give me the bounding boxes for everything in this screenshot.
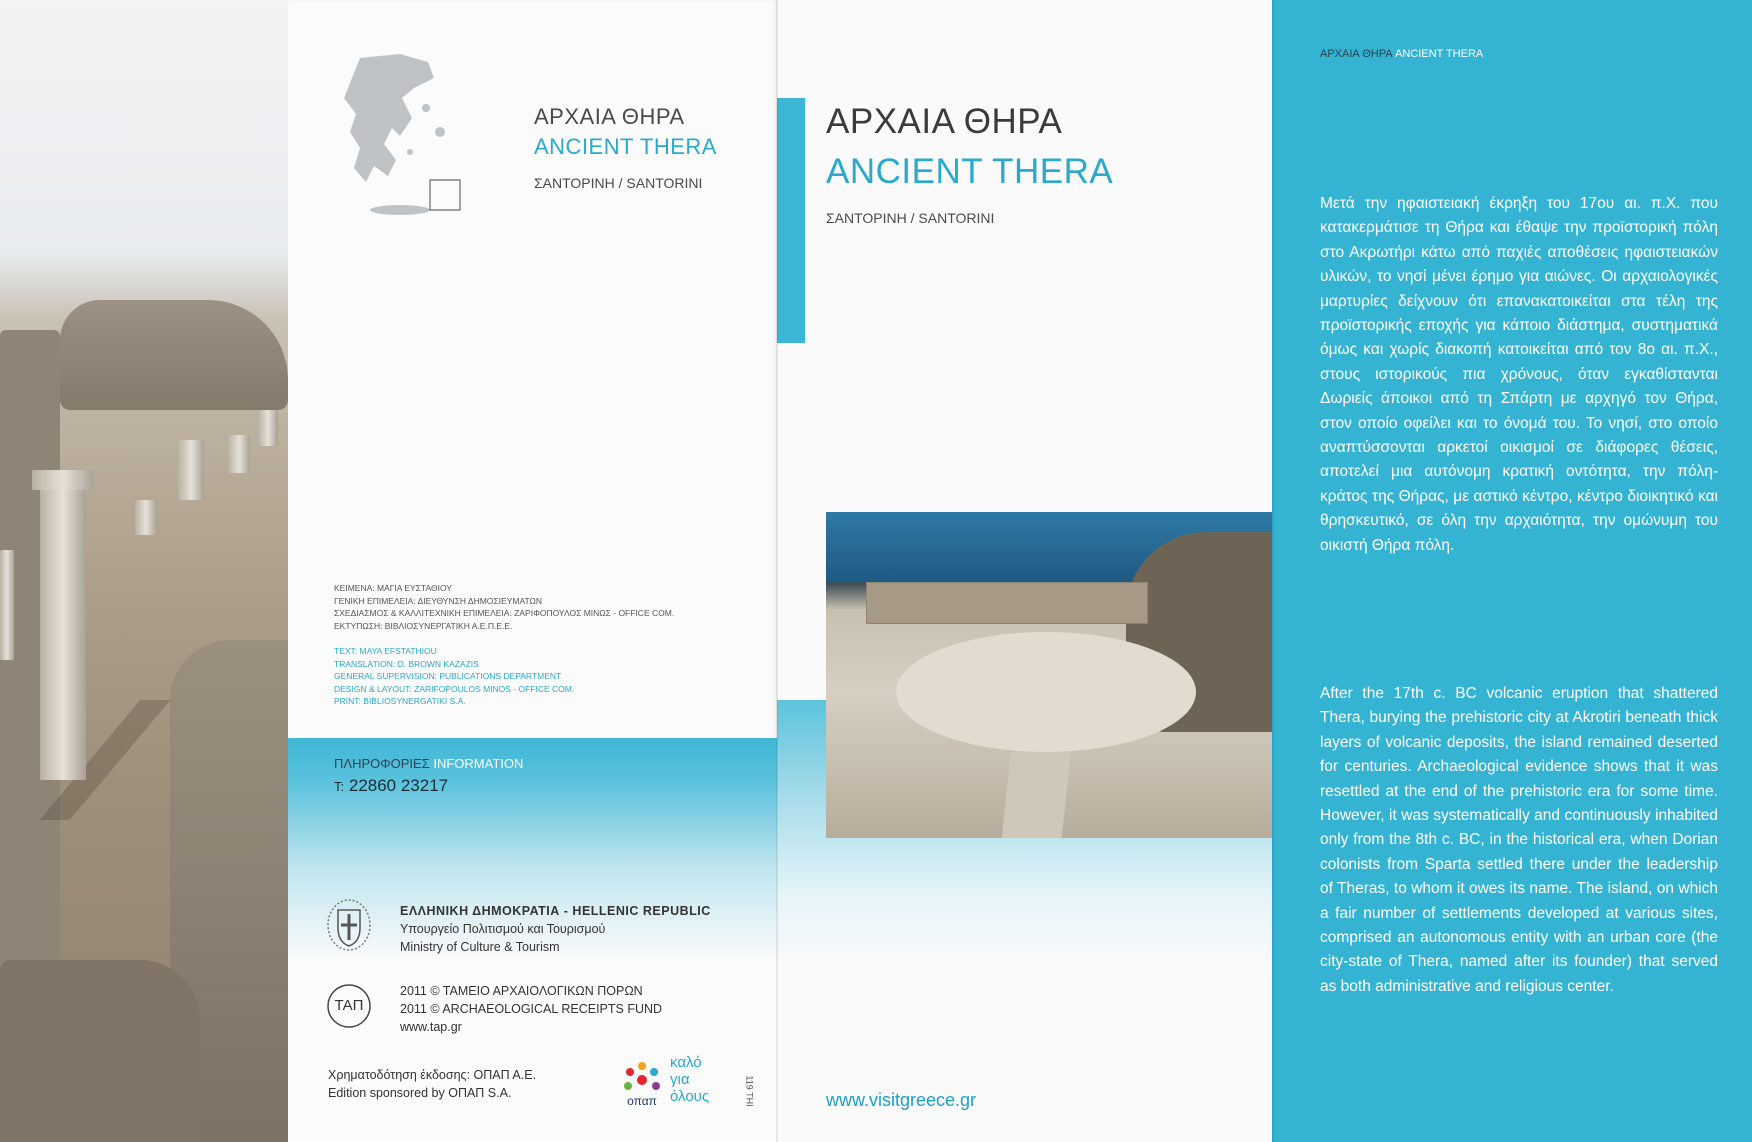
column-capital xyxy=(32,470,94,490)
title-greek: ΑΡΧΑΙΑ ΘΗΡΑ xyxy=(534,104,685,129)
header-greek: ΑΡΧΑΙΑ ΘΗΡΑ xyxy=(1320,48,1392,60)
credits-english xyxy=(334,645,574,708)
phone-prefix: Τ: xyxy=(334,779,345,794)
opap-logo-text: οπαπ xyxy=(627,1094,657,1108)
title-english: ANCIENT THERA xyxy=(534,134,717,159)
header-english: ANCIENT THERA xyxy=(1395,48,1484,60)
tap-url[interactable]: www.tap.gr xyxy=(400,1020,462,1034)
credits-panel xyxy=(288,0,777,1142)
ruins-photo-strip xyxy=(0,0,288,1142)
credit-line: TRANSLATION: D. BROWN KAZAZIS xyxy=(334,658,479,669)
phone-value: 22860 23217 xyxy=(348,776,449,795)
opap-slogan xyxy=(670,1054,709,1105)
cover-panel xyxy=(777,0,1272,1142)
rock-foreground xyxy=(0,960,200,1142)
column xyxy=(178,440,204,500)
column xyxy=(135,500,157,535)
stone-path xyxy=(1001,752,1070,838)
accent-bar xyxy=(777,98,805,343)
credit-line: PRINT: BIBLIOSYNERGATIKI S.A. xyxy=(334,696,466,706)
column xyxy=(228,435,250,473)
greece-map-icon xyxy=(330,48,490,223)
slogan-line: καλό xyxy=(670,1054,702,1071)
theatre-photo xyxy=(826,512,1272,838)
text-panel xyxy=(1272,0,1752,1142)
sponsor-greek: Χρηματοδότηση έκδοσης: ΟΠΑΠ Α.Ε. xyxy=(328,1068,537,1082)
ministry-english: Ministry of Culture & Tourism xyxy=(400,940,560,954)
tap-block xyxy=(400,982,662,1036)
greek-paragraph: Μετά την ηφαιστειακή έκρηξη του 17ου αι. π.Χ. που κατακερμάτισε τη Θήρα και έθαψε την προϊστορική πόλη στο Ακρωτήρι κάτω από παχιές αποθέσεις ηφαιστειακών υλικών, το νησί μένει έρημο για αιώνες. Οι αρχαιολογικές μαρτυρίες δείχνουν ότι επανακατοικείται στα τέλη της προϊστορικής εποχής για κάποιο διάστημα, συστηματικά όμως και χωρίς διακοπή κατοικείται από τον 8ο αι. π.Χ., στους ιστορικούς πια χρόνους, όταν εγκαθίστανται Δωριείς άποικοι από τη Σπάρτη με αρχηγό τον Θήρα, στον οποίο οφείλει και το όνομά του. Το νησί, στο οποίο αναπτύσσονται αρκετοί οικισμοί σε διάφορες θέσεις, αποτελεί μια αυτόνομη κρατική οντότητα, την πόλη-κράτος της Θήρας, με αστικό κέντρο, κέντρο διοικητικό και θρησκευτικό, σε όλη την αρχαιότητα, την ομώνυμη του οικιστή Θήρα πόλη. xyxy=(1320,195,1718,554)
sponsor-english: Edition sponsored by ΟΠΑΠ S.A. xyxy=(328,1086,512,1100)
ministry-greek: Υπουργείο Πολιτισμού και Τουρισμού xyxy=(400,922,606,936)
cover-title-english: ANCIENT THERA xyxy=(826,152,1114,191)
column xyxy=(0,550,14,660)
credit-line: DESIGN & LAYOUT: ZARIFOPOULOS MINOS - OFFICE COM. xyxy=(334,683,575,694)
credit-line: ΕΚΤΥΠΩΣΗ: ΒΙΒΛΙΟΣΥΝΕΡΓΑΤΙΚΗ Α.Ε.Π.Ε.Ε. xyxy=(334,620,513,631)
credits-greek xyxy=(334,582,674,632)
coat-of-arms-icon xyxy=(326,898,372,952)
panel-header xyxy=(1320,48,1483,60)
cover-location: ΣΑΝΤΟΡΙΝΗ / SANTORINI xyxy=(826,210,995,226)
orchestra-floor xyxy=(896,632,1196,752)
info-label-greek: ΠΛΗΡΟΦΟΡΙΕΣ xyxy=(334,756,430,771)
tap-greek: 2011 © ΤΑΜΕΙΟ ΑΡΧΑΙΟΛΟΓΙΚΩΝ ΠΟΡΩΝ xyxy=(400,984,643,998)
information-label xyxy=(334,756,523,771)
fold-line xyxy=(1272,0,1274,1142)
column xyxy=(258,410,278,446)
credit-line: ΣΧΕΔΙΑΣΜΟΣ & ΚΑΛΛΙΤΕΧΝΙΚΗ ΕΠΙΜΕΛΕΙΑ: ΖΑΡΙΦΟΠΟΥΛΟΣ ΜΙΝΩΣ - OFFICE COM. xyxy=(334,608,675,618)
republic-label: ΕΛΛΗΝΙΚΗ ΔΗΜΟΚΡΑΤΙΑ - HELLENIC REPUBLIC xyxy=(400,904,711,918)
english-paragraph: After the 17th c. BC volcanic eruption that shattered Thera, burying the prehistoric city at Akrotiri beneath thick layers of volcanic deposits, the island remained deserted for centuries. Archaeological evidence shows that it was resettled at the end of the prehistoric era for some time. However, it was systematically and continuously inhabited only from the 8th c. BC, in the historical era, when Dorian colonists from Sparta settled there under the leadership of Theras, to whom it owes its name. The island, on which a fair number of settlements developed at various sites, comprised an autonomous entity with an urban core (the city-state of Thera, named after its founder) that served as both administrative and religious center. xyxy=(1320,685,1718,995)
ministry-block xyxy=(400,902,711,956)
credit-line: GENERAL SUPERVISION: PUBLICATIONS DEPARTMENT xyxy=(334,671,562,681)
rock-pile-top xyxy=(60,300,288,410)
website-link[interactable]: www.visitgreece.gr xyxy=(826,1090,977,1110)
credit-line: TEXT: MAYA EFSTATHIOU xyxy=(334,646,437,656)
info-label-english: INFORMATION xyxy=(433,756,524,771)
column xyxy=(40,480,86,780)
tap-logo-text: ΤΑΠ xyxy=(334,997,364,1014)
credit-line: ΚΕΙΜΕΝΑ: ΜΑΓΙΑ ΕΥΣΤΑΘΙΟΥ xyxy=(334,583,452,593)
fold-line xyxy=(776,0,778,1142)
phone-number[interactable] xyxy=(334,776,448,796)
sponsor-block xyxy=(328,1066,536,1102)
stone-wall xyxy=(866,582,1148,624)
credit-line: ΓΕΝΙΚΗ ΕΠΙΜΕΛΕΙΑ: ΔΙΕΥΘΥΝΣΗ ΔΗΜΟΣΙΕΥΜΑΤΩΝ xyxy=(334,595,543,606)
cover-title-greek: ΑΡΧΑΙΑ ΘΗΡΑ xyxy=(826,102,1063,141)
print-code: 119 ΤΗΙ xyxy=(744,1075,755,1107)
slogan-line: για xyxy=(670,1071,690,1088)
tap-english: 2011 © ARCHAEOLOGICAL RECEIPTS FUND xyxy=(400,1002,663,1016)
location-label: ΣΑΝΤΟΡΙΝΗ / SANTORINI xyxy=(534,175,703,191)
slogan-line: όλους xyxy=(670,1088,710,1105)
